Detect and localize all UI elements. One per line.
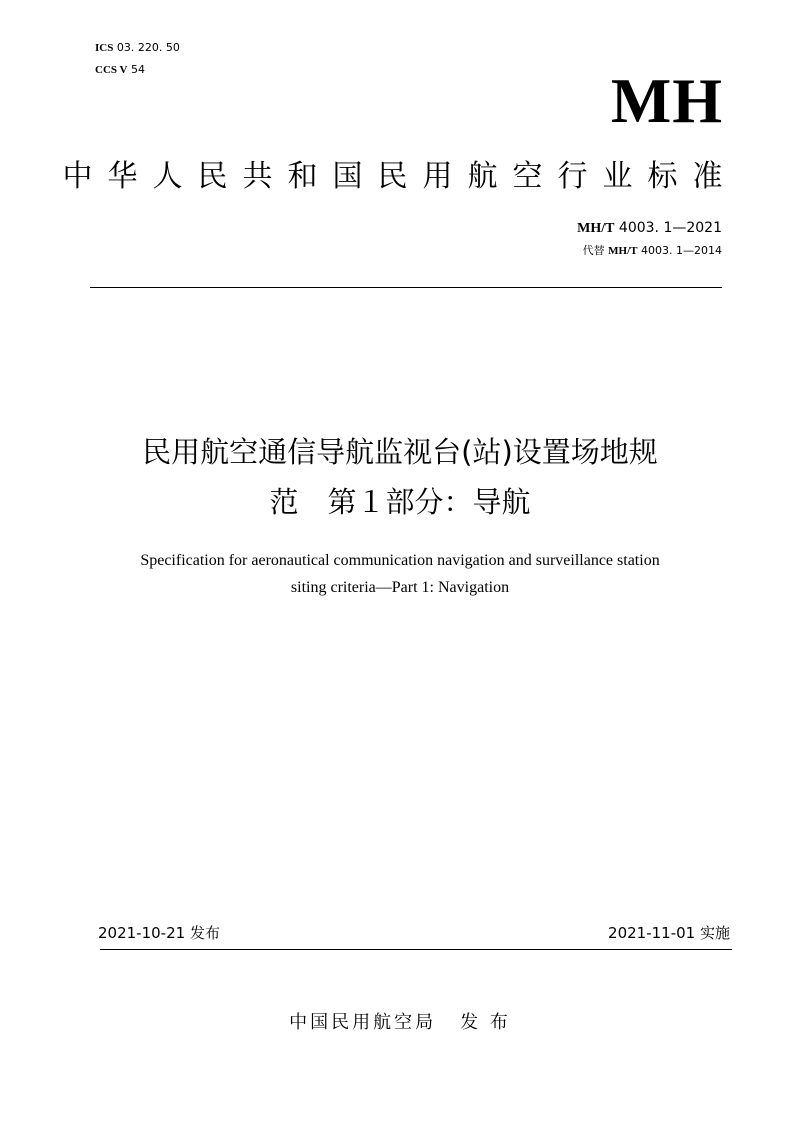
footer-divider: [100, 949, 732, 950]
publish-date: 2021-10-21 发布: [98, 924, 220, 942]
standard-number-prefix: MH/T: [577, 221, 615, 236]
title-cn-line-2: 范 第１部分：导航: [269, 485, 531, 519]
publisher-line: [0, 1010, 800, 1036]
title-en-line-2: siting criteria—Part 1: Navigation: [290, 579, 510, 596]
standard-number-value: 4003. 1—2021: [618, 220, 722, 236]
replaces-standard: [583, 243, 722, 259]
ics-code-line: [95, 41, 180, 55]
replaces-label: 代替: [582, 244, 605, 257]
replaces-number: 4003. 1—2014: [641, 244, 722, 257]
ics-label: ICS: [95, 42, 114, 54]
title-en-line-1: Specification for aeronautical communication navigation and surveillance station: [140, 552, 660, 569]
replaces-prefix: MH/T: [608, 245, 638, 257]
ccs-code: 54: [131, 63, 146, 76]
publisher-action: 发 布: [460, 1012, 511, 1033]
header-divider: [90, 287, 722, 288]
standard-number: [577, 218, 722, 239]
ccs-label: CCS V: [95, 64, 128, 76]
title-cn-line-1: 民用航空通信导航监视台(站)设置场地规: [142, 435, 658, 469]
implement-date: 2021-11-01 实施: [608, 924, 730, 942]
ics-code: 03. 220. 50: [116, 41, 180, 54]
mh-logo: MH: [610, 65, 723, 136]
issuer-category-title: 中华人民共和国民用航空行业标准: [62, 159, 738, 194]
publisher-org: 中国民用航空局: [289, 1012, 437, 1033]
ccs-code-line: [95, 63, 145, 77]
